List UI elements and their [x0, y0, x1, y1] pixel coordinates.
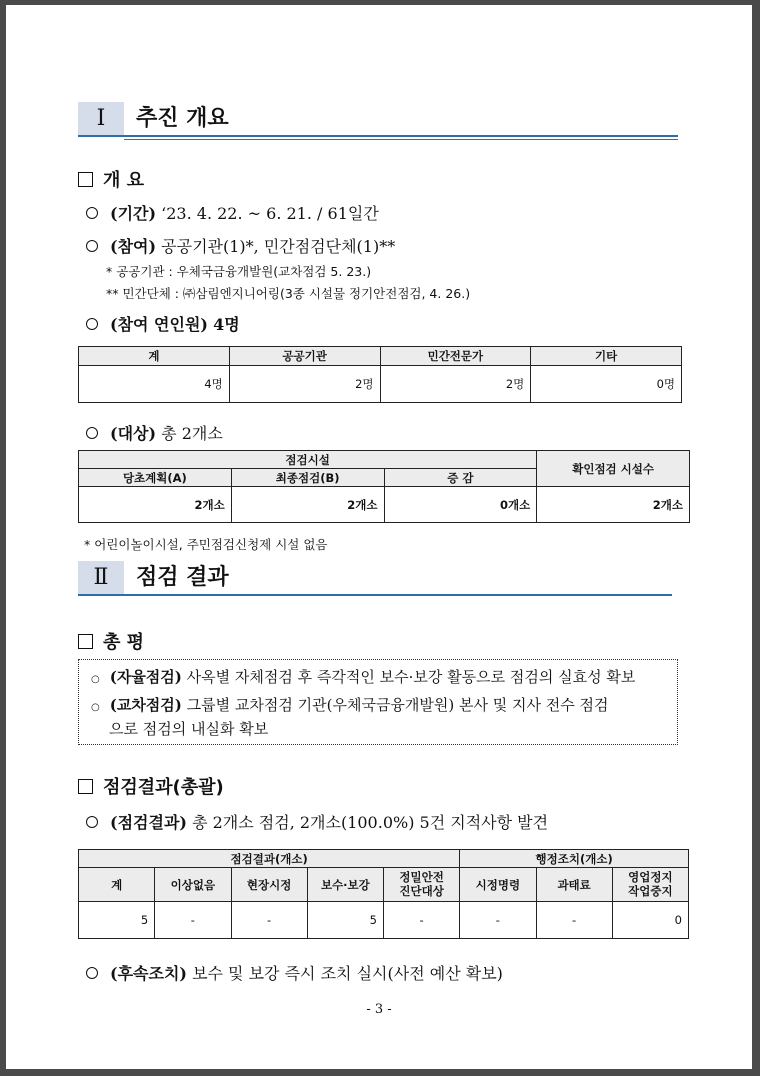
table-header: 계 — [79, 868, 155, 902]
table-header: 영업정지 작업중지 — [612, 868, 688, 902]
square-bullet-icon — [78, 779, 93, 794]
summary-heading: 총 평 — [78, 628, 144, 654]
table-header: 현장시정 — [231, 868, 307, 902]
section-1-title: 추진 개요 — [136, 106, 229, 131]
square-bullet-icon — [78, 634, 93, 649]
table-cell: 4명 — [79, 366, 230, 403]
note-no-facilities: * 어린이놀이시설, 주민점검신청제 시설 없음 — [84, 537, 328, 552]
personnel-line: (참여 연인원) 4명 — [86, 312, 240, 335]
table-group-header: 점검시설 — [79, 451, 537, 469]
table-header: 시정명령 — [460, 868, 536, 902]
table-cell: 2개소 — [231, 487, 384, 523]
followup-line: (후속조치) 보수 및 보강 즉시 조치 실시(사전 예산 확보) — [86, 961, 503, 984]
results-line: (점검결과) 총 2개소 점검, 2개소(100.0%) 5건 지적사항 발견 — [86, 810, 548, 833]
section-1-rule-thin — [124, 139, 678, 140]
table-header: 증 감 — [384, 469, 537, 487]
table-header: 당초계획(A) — [79, 469, 232, 487]
section-1-rule — [78, 135, 678, 137]
document-page — [6, 5, 752, 1069]
results-heading: 점검결과(총괄) — [78, 773, 224, 799]
personnel-table — [78, 346, 682, 403]
results-table — [78, 849, 689, 939]
target-table — [78, 450, 690, 523]
table-cell: - — [155, 902, 231, 939]
square-bullet-icon — [78, 172, 93, 187]
table-cell: 2개소 — [537, 487, 690, 523]
table-header: 계 — [79, 347, 230, 366]
participants-line: (참여) 공공기관(1)*, 민간점검단체(1)** — [86, 234, 395, 257]
table-cell: 2명 — [229, 366, 380, 403]
summary-item-cross: ○ (교차점검) 그룹별 교차점검 기관(우체국금융개발원) 본사 및 지사 전수 점검 — [91, 696, 609, 714]
circle-bullet-icon — [86, 816, 98, 828]
table-cell: 0명 — [531, 366, 682, 403]
table-cell: 5 — [79, 902, 155, 939]
table-header: 정밀안전 진단대상 — [384, 868, 460, 902]
table-header: 이상없음 — [155, 868, 231, 902]
table-header: 최종점검(B) — [231, 469, 384, 487]
page-number: - 3 - — [366, 1002, 392, 1017]
note-private-group: ** 민간단체 : ㈜삼림엔지니어링(3종 시설물 정기안전점검, 4. 26.) — [106, 286, 471, 301]
table-cell: 2명 — [380, 366, 531, 403]
small-circle-bullet-icon: ○ — [91, 674, 100, 685]
circle-bullet-icon — [86, 967, 98, 979]
summary-item-self: ○ (자율점검) 사옥별 자체점검 후 즉각적인 보수·보강 활동으로 점검의 실효성 확보 — [91, 668, 636, 686]
period-line: (기간) ‘23. 4. 22. ~ 6. 21. / 61일간 — [86, 201, 379, 224]
table-cell: - — [384, 902, 460, 939]
table-group-header: 행정조치(개소) — [460, 850, 689, 868]
circle-bullet-icon — [86, 240, 98, 252]
table-cell: - — [460, 902, 536, 939]
summary-box — [78, 659, 678, 745]
table-cell: 2개소 — [79, 487, 232, 523]
circle-bullet-icon — [86, 318, 98, 330]
note-public-agency: * 공공기관 : 우체국금융개발원(교차점검 5. 23.) — [106, 264, 372, 279]
small-circle-bullet-icon: ○ — [91, 702, 100, 713]
table-cell: 5 — [307, 902, 383, 939]
target-line: (대상) 총 2개소 — [86, 421, 223, 444]
section-2-number: Ⅱ — [78, 561, 124, 595]
section-1-number: Ⅰ — [78, 102, 124, 136]
table-header: 보수·보강 — [307, 868, 383, 902]
table-cell: 0개소 — [384, 487, 537, 523]
table-header: 민간전문가 — [380, 347, 531, 366]
circle-bullet-icon — [86, 207, 98, 219]
section-2-rule — [78, 594, 672, 596]
table-group-header: 점검결과(개소) — [79, 850, 460, 868]
section-2-title: 점검 결과 — [136, 565, 229, 590]
table-cell: - — [231, 902, 307, 939]
summary-item-cross-continued: 으로 점검의 내실화 확보 — [109, 720, 269, 738]
table-header: 기타 — [531, 347, 682, 366]
table-cell: - — [536, 902, 612, 939]
table-header: 공공기관 — [229, 347, 380, 366]
table-header: 확인점검 시설수 — [537, 451, 690, 487]
table-cell: 0 — [612, 902, 688, 939]
table-header: 과태료 — [536, 868, 612, 902]
circle-bullet-icon — [86, 427, 98, 439]
overview-heading: 개 요 — [78, 166, 144, 192]
